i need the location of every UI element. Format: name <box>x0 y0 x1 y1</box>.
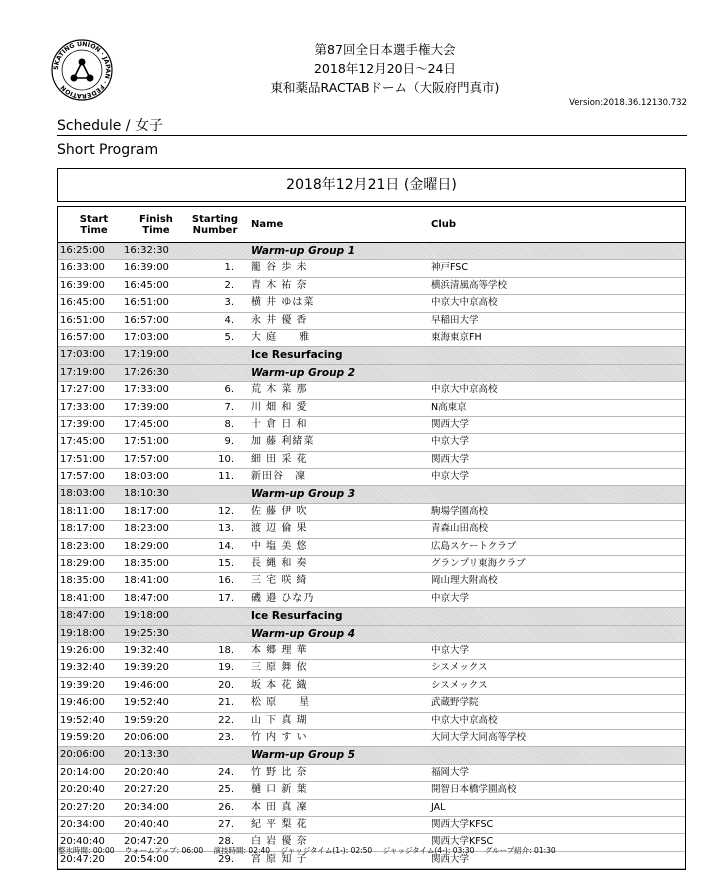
table-header <box>58 207 685 243</box>
skater-name: 竹 野 比 奈 <box>251 766 308 778</box>
footer-group-intro: グループ紹介: 01:30 <box>484 846 556 855</box>
starting-number: 1. <box>224 262 234 274</box>
date-heading: 2018年12月21日 (金曜日) <box>57 168 686 202</box>
header-name: Name <box>251 219 284 230</box>
finish-time: 18:17:00 <box>124 505 169 517</box>
table-body <box>58 243 685 869</box>
event-row <box>58 365 685 382</box>
finish-time: 17:03:00 <box>124 331 169 343</box>
starting-number: 29. <box>218 853 234 865</box>
starting-number: 9. <box>224 436 234 448</box>
logo-text: SKATING UNION · JAPAN · FEDERATION <box>52 40 112 100</box>
event-label: Warm-up Group 3 <box>251 488 356 501</box>
finish-time: 17:45:00 <box>124 418 169 430</box>
finish-time: 19:46:00 <box>124 679 169 691</box>
club-name: 関西大学KFSC <box>431 818 494 830</box>
skater-name: 三 宅 咲 綺 <box>251 575 308 587</box>
table-row <box>58 417 685 434</box>
starting-number: 16. <box>218 575 234 587</box>
skater-name: 磯 邉 ひな乃 <box>251 592 315 604</box>
starting-number: 3. <box>224 297 234 309</box>
starting-number: 18. <box>218 644 234 656</box>
start-time: 16:51:00 <box>60 314 105 326</box>
club-name: 早稲田大学 <box>431 314 479 326</box>
starting-number: 4. <box>224 314 234 326</box>
event-title <box>200 40 570 97</box>
skater-name: 樋 口 新 葉 <box>251 784 308 796</box>
event-label: Warm-up Group 4 <box>251 627 356 640</box>
start-time: 17:33:00 <box>60 401 105 413</box>
club-name: 横浜清風高等学校 <box>431 279 508 291</box>
finish-time: 16:45:00 <box>124 279 169 291</box>
table-row <box>58 504 685 521</box>
skater-name: 細 田 采 花 <box>251 453 308 465</box>
club-name: シスメックス <box>431 662 488 674</box>
finish-time: 19:25:30 <box>124 627 169 639</box>
event-label: Ice Resurfacing <box>251 349 343 362</box>
event-name: 第87回全日本選手権大会 <box>314 42 456 57</box>
club-name: 中京大学 <box>431 436 470 448</box>
starting-number: 10. <box>218 453 234 465</box>
finish-time: 18:47:00 <box>124 592 169 604</box>
table-row <box>58 539 685 556</box>
skater-name: 横 井 ゆは菜 <box>251 297 315 309</box>
starting-number: 2. <box>224 279 234 291</box>
skater-name: 渡 辺 倫 果 <box>251 523 308 535</box>
start-time: 18:29:00 <box>60 558 105 570</box>
club-name: 駒場学園高校 <box>431 505 489 517</box>
finish-time: 17:33:00 <box>124 384 169 396</box>
skater-name: 佐 藤 伊 吹 <box>251 505 308 517</box>
starting-number: 23. <box>218 731 234 743</box>
table-row <box>58 643 685 660</box>
finish-time: 17:51:00 <box>124 436 169 448</box>
finish-time: 19:32:40 <box>124 644 169 656</box>
skater-name: 松 原 星 <box>251 697 311 709</box>
finish-time: 20:13:30 <box>124 749 169 761</box>
table-row <box>58 295 685 312</box>
finish-time: 20:27:20 <box>124 784 169 796</box>
start-time: 17:27:00 <box>60 384 105 396</box>
timing-footer <box>58 845 564 856</box>
skater-name: 本 郷 理 華 <box>251 644 308 656</box>
finish-time: 16:57:00 <box>124 314 169 326</box>
club-name: 中京大学 <box>431 644 470 656</box>
club-name: 岡山理大附高校 <box>431 575 498 587</box>
finish-time: 18:03:00 <box>124 471 169 483</box>
skater-name: 白 岩 優 奈 <box>251 836 308 848</box>
table-row <box>58 591 685 608</box>
start-time: 18:35:00 <box>60 575 105 587</box>
club-name: 中京大中京高校 <box>431 714 498 726</box>
starting-number: 7. <box>224 401 234 413</box>
club-name: 中京大学 <box>431 592 470 604</box>
finish-time: 20:06:00 <box>124 731 169 743</box>
start-time: 20:06:00 <box>60 749 105 761</box>
start-time: 19:46:00 <box>60 697 105 709</box>
club-name: 大同大学大同高等学校 <box>431 731 527 743</box>
start-time: 19:32:40 <box>60 662 105 674</box>
finish-time: 16:39:00 <box>124 262 169 274</box>
start-time: 20:40:40 <box>60 836 105 848</box>
table-row <box>58 313 685 330</box>
event-label: Warm-up Group 2 <box>251 366 356 379</box>
table-row <box>58 678 685 695</box>
starting-number: 12. <box>218 505 234 517</box>
club-name: 武蔵野学院 <box>431 697 479 709</box>
header-club: Club <box>431 219 457 230</box>
club-name: 東海東京FH <box>431 331 482 343</box>
start-time: 19:59:20 <box>60 731 105 743</box>
starting-number: 5. <box>224 331 234 343</box>
finish-time: 18:35:00 <box>124 558 169 570</box>
table-row <box>58 573 685 590</box>
start-time: 18:23:00 <box>60 540 105 552</box>
start-time: 16:57:00 <box>60 331 105 343</box>
club-name: JAL <box>431 801 446 813</box>
start-time: 19:39:20 <box>60 679 105 691</box>
club-name: 青森山田高校 <box>431 523 489 535</box>
start-time: 18:11:00 <box>60 505 105 517</box>
skater-name: 中 塩 美 悠 <box>251 540 308 552</box>
event-row <box>58 486 685 503</box>
table-row <box>58 817 685 834</box>
starting-number: 21. <box>218 697 234 709</box>
start-time: 20:27:20 <box>60 801 105 813</box>
table-row <box>58 452 685 469</box>
footer-judge-time-4: ジャッジタイム(4-): 03:30 <box>382 846 475 855</box>
table-row <box>58 730 685 747</box>
table-row <box>58 469 685 486</box>
starting-number: 13. <box>218 523 234 535</box>
club-name: 関西大学 <box>431 418 470 430</box>
start-time: 18:17:00 <box>60 523 105 535</box>
start-time: 17:39:00 <box>60 418 105 430</box>
footer-judge-time-1: ジャッジタイム(1-): 02:50 <box>280 846 373 855</box>
event-row <box>58 347 685 364</box>
club-name: シスメックス <box>431 679 488 691</box>
start-time: 19:26:00 <box>60 644 105 656</box>
finish-time: 20:47:20 <box>124 836 169 848</box>
start-time: 17:57:00 <box>60 471 105 483</box>
program-heading: Short Program <box>57 142 159 158</box>
skater-name: 竹 内 す い <box>251 731 308 743</box>
start-time: 19:18:00 <box>60 627 105 639</box>
starting-number: 19. <box>218 662 234 674</box>
table-row <box>58 765 685 782</box>
start-time: 20:20:40 <box>60 784 105 796</box>
finish-time: 18:29:00 <box>124 540 169 552</box>
skater-name: 坂 本 花 織 <box>251 679 308 691</box>
club-name: 関西大学 <box>431 853 470 865</box>
table-row <box>58 330 685 347</box>
event-row <box>58 608 685 625</box>
event-row <box>58 243 685 260</box>
start-time: 20:34:00 <box>60 818 105 830</box>
event-row <box>58 626 685 643</box>
club-name: N高東京 <box>431 401 467 413</box>
starting-number: 27. <box>218 818 234 830</box>
starting-number: 17. <box>218 592 234 604</box>
event-dates: 2018年12月20日～24日 <box>313 61 457 76</box>
version-label: Version:2018.36.12130.732 <box>569 98 687 108</box>
skater-name: 川 畑 和 愛 <box>251 401 308 413</box>
starting-number: 28. <box>218 836 234 848</box>
schedule-heading: Schedule / 女子 <box>57 118 163 134</box>
start-time: 18:47:00 <box>60 610 105 622</box>
table-row <box>58 782 685 799</box>
table-row <box>58 695 685 712</box>
event-label: Warm-up Group 1 <box>251 245 356 257</box>
club-name: グランプリ東海クラブ <box>431 558 526 570</box>
finish-time: 16:51:00 <box>124 297 169 309</box>
starting-number: 26. <box>218 801 234 813</box>
finish-time: 18:23:00 <box>124 523 169 535</box>
club-name: 関西大学KFSC <box>431 836 494 848</box>
start-time: 17:19:00 <box>60 366 105 378</box>
finish-time: 20:34:00 <box>124 801 169 813</box>
finish-time: 17:57:00 <box>124 453 169 465</box>
table-row <box>58 713 685 730</box>
start-time: 18:03:00 <box>60 488 105 500</box>
skater-name: 永 井 優 香 <box>251 314 308 326</box>
event-venue: 東和薬品RACTABドーム（大阪府門真市) <box>270 80 500 95</box>
header-finish-time: Finish Time <box>139 213 173 236</box>
start-time: 16:45:00 <box>60 297 105 309</box>
federation-logo <box>50 38 114 102</box>
finish-time: 18:41:00 <box>124 575 169 587</box>
finish-time: 16:32:30 <box>124 245 169 256</box>
footer-resurfacing: 整氷時間: 00:00 <box>58 846 115 855</box>
finish-time: 20:20:40 <box>124 766 169 778</box>
start-time: 17:51:00 <box>60 453 105 465</box>
table-row <box>58 434 685 451</box>
table-row <box>58 660 685 677</box>
footer-performance: 演技時間: 02:40 <box>213 846 271 855</box>
starting-number: 14. <box>218 540 234 552</box>
skater-name: 三 原 舞 依 <box>251 662 308 674</box>
start-time: 16:33:00 <box>60 262 105 274</box>
table-row <box>58 382 685 399</box>
table-row <box>58 400 685 417</box>
skater-name: 新田谷 凜 <box>251 471 306 483</box>
start-time: 16:39:00 <box>60 279 105 291</box>
starting-number: 6. <box>224 384 234 396</box>
club-name: 福岡大学 <box>431 766 470 778</box>
start-time: 20:47:20 <box>60 853 105 865</box>
header-starting-number: Starting Number <box>191 213 239 236</box>
header-start-time: Start Time <box>79 213 109 236</box>
skater-name: 長 縄 和 奏 <box>251 558 308 570</box>
skater-name: 籠 谷 歩 未 <box>251 262 308 274</box>
club-name: 中京大中京高校 <box>431 297 498 309</box>
club-name: 神戸FSC <box>431 262 468 274</box>
starting-number: 11. <box>218 471 234 483</box>
starting-number: 15. <box>218 558 234 570</box>
start-time: 17:03:00 <box>60 349 105 361</box>
club-name: 開智日本橋学園高校 <box>431 784 517 796</box>
start-time: 19:52:40 <box>60 714 105 726</box>
skater-name: 大 庭 雅 <box>251 331 311 343</box>
skater-name: 十 倉 日 和 <box>251 418 308 430</box>
event-row <box>58 747 685 764</box>
finish-time: 17:26:30 <box>124 366 169 378</box>
start-time: 16:25:00 <box>60 245 105 256</box>
skater-name: 荒 木 菜 那 <box>251 384 308 396</box>
start-time: 18:41:00 <box>60 592 105 604</box>
starting-number: 22. <box>218 714 234 726</box>
footer-warmup: ウォームアップ: 06:00 <box>124 846 204 855</box>
finish-time: 18:10:30 <box>124 488 169 500</box>
finish-time: 17:19:00 <box>124 349 169 361</box>
table-row <box>58 278 685 295</box>
table-row <box>58 556 685 573</box>
finish-time: 19:18:00 <box>124 610 169 622</box>
finish-time: 19:59:20 <box>124 714 169 726</box>
starting-number: 20. <box>218 679 234 691</box>
skater-name: 山 下 真 瑚 <box>251 714 308 726</box>
table-row <box>58 521 685 538</box>
club-name: 中京大学 <box>431 471 470 483</box>
skater-name: 本 田 真 凜 <box>251 801 308 813</box>
finish-time: 20:40:40 <box>124 818 169 830</box>
starting-number: 25. <box>218 784 234 796</box>
event-label: Ice Resurfacing <box>251 610 343 623</box>
skater-name: 紀 平 梨 花 <box>251 818 308 830</box>
divider <box>57 135 687 136</box>
skater-name: 青 木 祐 奈 <box>251 279 308 291</box>
starting-number: 8. <box>224 418 234 430</box>
table-row <box>58 800 685 817</box>
club-name: 中京大中京高校 <box>431 384 498 396</box>
finish-time: 19:52:40 <box>124 697 169 709</box>
club-name: 広島スケートクラブ <box>431 540 517 552</box>
skater-name: 加 藤 利緒菜 <box>251 436 315 448</box>
finish-time: 20:54:00 <box>124 853 169 865</box>
skater-name: 宮 原 知 子 <box>251 853 308 865</box>
finish-time: 17:39:00 <box>124 401 169 413</box>
schedule-table <box>57 206 686 870</box>
table-row <box>58 260 685 277</box>
club-name: 関西大学 <box>431 453 470 465</box>
start-time: 20:14:00 <box>60 766 105 778</box>
start-time: 17:45:00 <box>60 436 105 448</box>
finish-time: 19:39:20 <box>124 662 169 674</box>
starting-number: 24. <box>218 766 234 778</box>
event-label: Warm-up Group 5 <box>251 749 356 762</box>
